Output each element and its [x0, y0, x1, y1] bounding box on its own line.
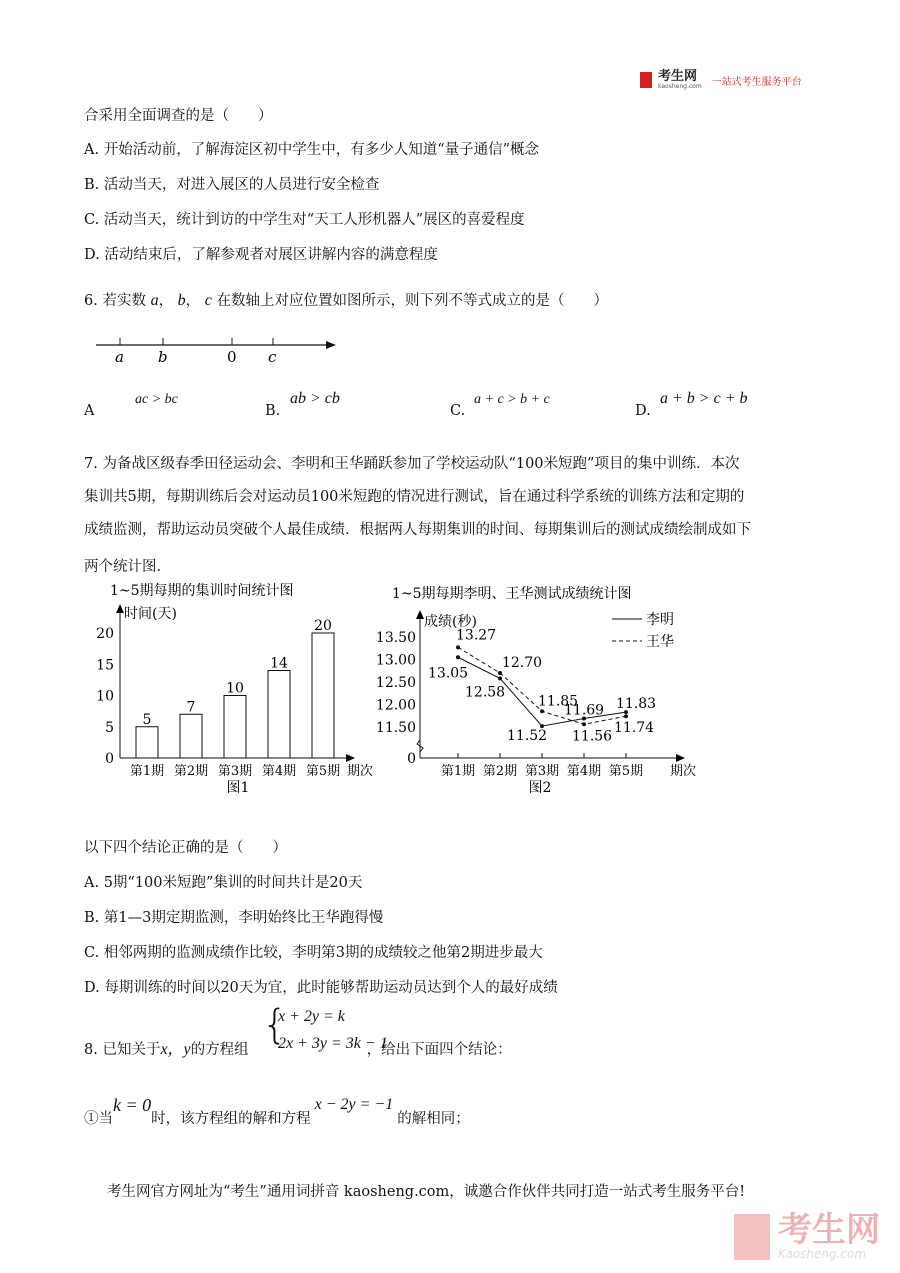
legend-label: 李明	[646, 612, 674, 628]
q5-option-c: C. 活动当天，统计到访的中学生对“天工人形机器人”展区的喜爱程度	[84, 212, 525, 228]
y-tick-label: 13.50	[375, 630, 416, 646]
q8-stem-c: ，给出下面四个结论：	[366, 1042, 512, 1058]
bar	[224, 696, 246, 759]
x-tick-label: 第3期	[217, 764, 253, 779]
data-point	[456, 655, 460, 659]
q8-conclusion-1	[84, 1095, 470, 1128]
y-tick-label: 0	[105, 751, 114, 767]
y-tick-label: 15	[96, 657, 114, 674]
logo-text: 考生网	[658, 69, 698, 84]
x-tick-label: 第2期	[173, 764, 209, 779]
q6-option-a-expr: ac > bc	[135, 392, 178, 407]
bar-value-label: 20	[314, 618, 332, 634]
q7-option-c: C. 相邻两期的监测成绩作比较，李明第3期的成绩较之他第2期进步最大	[84, 945, 543, 961]
data-label: 13.27	[456, 627, 497, 644]
q8-eq1: x + 2y = k	[278, 1008, 345, 1025]
y-axis-arrow-icon	[116, 604, 124, 613]
var-a: a	[150, 292, 159, 309]
data-label: 11.74	[614, 720, 655, 737]
q5-option-a: A. 开始活动前，了解海淀区初中学生中，有多少人知道“量子通信”概念	[84, 142, 540, 158]
q7-line-1: 7. 为备战区级春季田径运动会、李明和王华踊跃参加了学校运动队“100米短跑”项目的集中训练．本次	[84, 456, 740, 472]
brace-icon: {	[262, 1002, 288, 1048]
c1-eq: x − 2y = −1	[314, 1096, 394, 1113]
c1-a: ①当	[84, 1111, 113, 1127]
x-axis-arrow-icon	[346, 754, 355, 762]
legend-label: 王华	[646, 634, 674, 650]
data-point	[498, 671, 502, 675]
q6-option-b-label: B.	[265, 403, 281, 419]
x-tick-label: 第1期	[129, 764, 165, 779]
header-slogan: 一站式考生服务平台	[711, 76, 802, 88]
footer-text: 考生网官方网址为“考生”通用词拼音 kaosheng.com，诚邀合作伙伴共同打造一站式考生服务平台!	[107, 1184, 746, 1200]
q7-line-2: 集训共5期，每期训练后会对运动员100米短跑的情况进行测试，旨在通过科学系统的训练方法和定期的	[84, 489, 745, 505]
data-label: 11.52	[507, 728, 548, 745]
q8-xy: x，y	[160, 1041, 191, 1058]
x-tick-label: 第1期	[440, 764, 476, 779]
x-axis-label: 期次	[670, 764, 697, 779]
bar	[312, 633, 334, 758]
watermark-sub: Kaosheng.com	[778, 1247, 867, 1261]
c1-k: k = 0	[113, 1095, 152, 1115]
chart-title: 1~5期每期李明、王华测试成绩统计图	[392, 586, 632, 602]
bar-chart-training-days	[90, 580, 374, 800]
q5-stem: 合采用全面调查的是（ ）	[84, 108, 273, 124]
figure-caption: 图2	[528, 780, 552, 796]
var-b: b	[177, 292, 186, 309]
q7-line-4: 两个统计图．	[84, 559, 171, 575]
q8-stem-a: 8. 已知关于	[84, 1042, 161, 1058]
data-label: 11.69	[564, 702, 605, 719]
y-tick-label: 10	[96, 688, 114, 705]
watermark-text: 考生网	[778, 1210, 880, 1250]
data-label: 11.56	[572, 728, 613, 745]
q6-option-d-expr: a + b > c + b	[660, 390, 748, 407]
q6-option-c-label: C.	[450, 403, 466, 419]
figure-caption: 图1	[226, 780, 250, 796]
chart-title: 1~5期每期的集训时间统计图	[110, 583, 294, 599]
data-label: 11.85	[538, 693, 579, 710]
c1-b: 时，该方程组的解和方程	[151, 1111, 311, 1127]
bar	[180, 714, 202, 758]
q6-stem-b: 在数轴上对应位置如图所示，则下列不等式成立的是（ ）	[216, 293, 608, 309]
tick-label-a: a	[115, 348, 124, 366]
y-tick-label: 5	[105, 719, 114, 736]
data-point	[582, 722, 586, 726]
q5-option-b: B. 活动当天，对进入展区的人员进行安全检查	[84, 177, 380, 193]
bar-value-label: 5	[142, 711, 152, 728]
q7-after: 以下四个结论正确的是（ ）	[84, 840, 287, 856]
number-line	[90, 328, 350, 368]
q7-line-3: 成绩监测，帮助运动员突破个人最佳成绩．根据两人每期集训的时间、每期集训后的测试成绩绘制成如下	[84, 522, 751, 538]
q6-option-c-expr: a + c > b + c	[474, 392, 550, 407]
y-axis-arrow-icon	[416, 610, 424, 619]
q6-option-d-label: D.	[635, 403, 651, 419]
q8-eq2: 2x + 3y = 3k − 1	[278, 1035, 388, 1052]
y-axis-label: 时间(天)	[124, 606, 177, 622]
q7-option-a: A. 5期“100米短跑”集训的时间共计是20天	[84, 875, 363, 891]
arrow-icon	[326, 341, 336, 349]
y-tick-label: 12.00	[375, 697, 416, 714]
x-tick-label: 第2期	[482, 764, 518, 779]
bar-value-label: 7	[186, 699, 196, 716]
y-tick-label: 20	[96, 626, 114, 642]
data-point	[624, 714, 628, 718]
c1-c: 的解相同；	[397, 1111, 470, 1127]
x-tick-label: 第4期	[566, 764, 602, 779]
y-tick-label: 11.50	[375, 720, 416, 736]
q6-option-a-label: A	[84, 403, 95, 419]
x-axis-arrow-icon	[676, 754, 685, 762]
q7-option-b: B. 第1—3期定期监测，李明始终比王华跑得慢	[84, 910, 384, 926]
bar	[136, 727, 158, 758]
line-chart-test-scores	[375, 580, 700, 800]
q8-stem-b: 的方程组	[190, 1042, 249, 1058]
logo-sub: kaosheng.com	[658, 83, 702, 90]
bar	[268, 671, 290, 759]
q5-option-d: D. 活动结束后，了解参观者对展区讲解内容的满意程度	[84, 247, 438, 263]
x-tick-label: 第4期	[261, 764, 297, 779]
x-tick-label: 第5期	[305, 764, 341, 779]
bar-value-label: 14	[270, 655, 288, 672]
logo-icon	[640, 72, 652, 88]
data-label: 12.70	[502, 655, 543, 671]
data-label: 11.83	[616, 696, 657, 713]
y-tick-label: 0	[407, 751, 416, 767]
var-c: c	[204, 292, 212, 309]
y-axis-label: 成绩(秒)	[424, 614, 477, 630]
tick-label-b: b	[158, 348, 168, 366]
q6-stem-a: 6. 若实数	[84, 293, 146, 309]
q6-stem: 6. 若实数 a， b， c 在数轴上对应位置如图所示，则下列不等式成立的是（ ）	[84, 292, 608, 309]
data-point	[456, 645, 460, 649]
watermark-logo-icon	[734, 1214, 770, 1260]
y-tick-label: 12.50	[375, 675, 416, 691]
q7-option-d: D. 每期训练的时间以20天为宜，此时能够帮助运动员达到个人的最好成绩	[84, 980, 558, 996]
header-logo	[640, 70, 802, 90]
tick-label-c: c	[268, 348, 277, 366]
data-label: 13.05	[428, 665, 469, 682]
data-point	[498, 676, 502, 680]
bar-value-label: 10	[226, 680, 244, 697]
data-point	[540, 709, 544, 713]
x-axis-label: 期次	[347, 764, 374, 779]
q6-option-b-expr: ab > cb	[290, 390, 340, 407]
tick-label-0: 0	[227, 348, 237, 366]
x-tick-label: 第3期	[524, 764, 560, 779]
data-label: 12.58	[465, 684, 506, 701]
y-tick-label: 13.00	[375, 652, 416, 669]
watermark	[734, 1210, 880, 1261]
x-tick-label: 第5期	[608, 764, 644, 779]
